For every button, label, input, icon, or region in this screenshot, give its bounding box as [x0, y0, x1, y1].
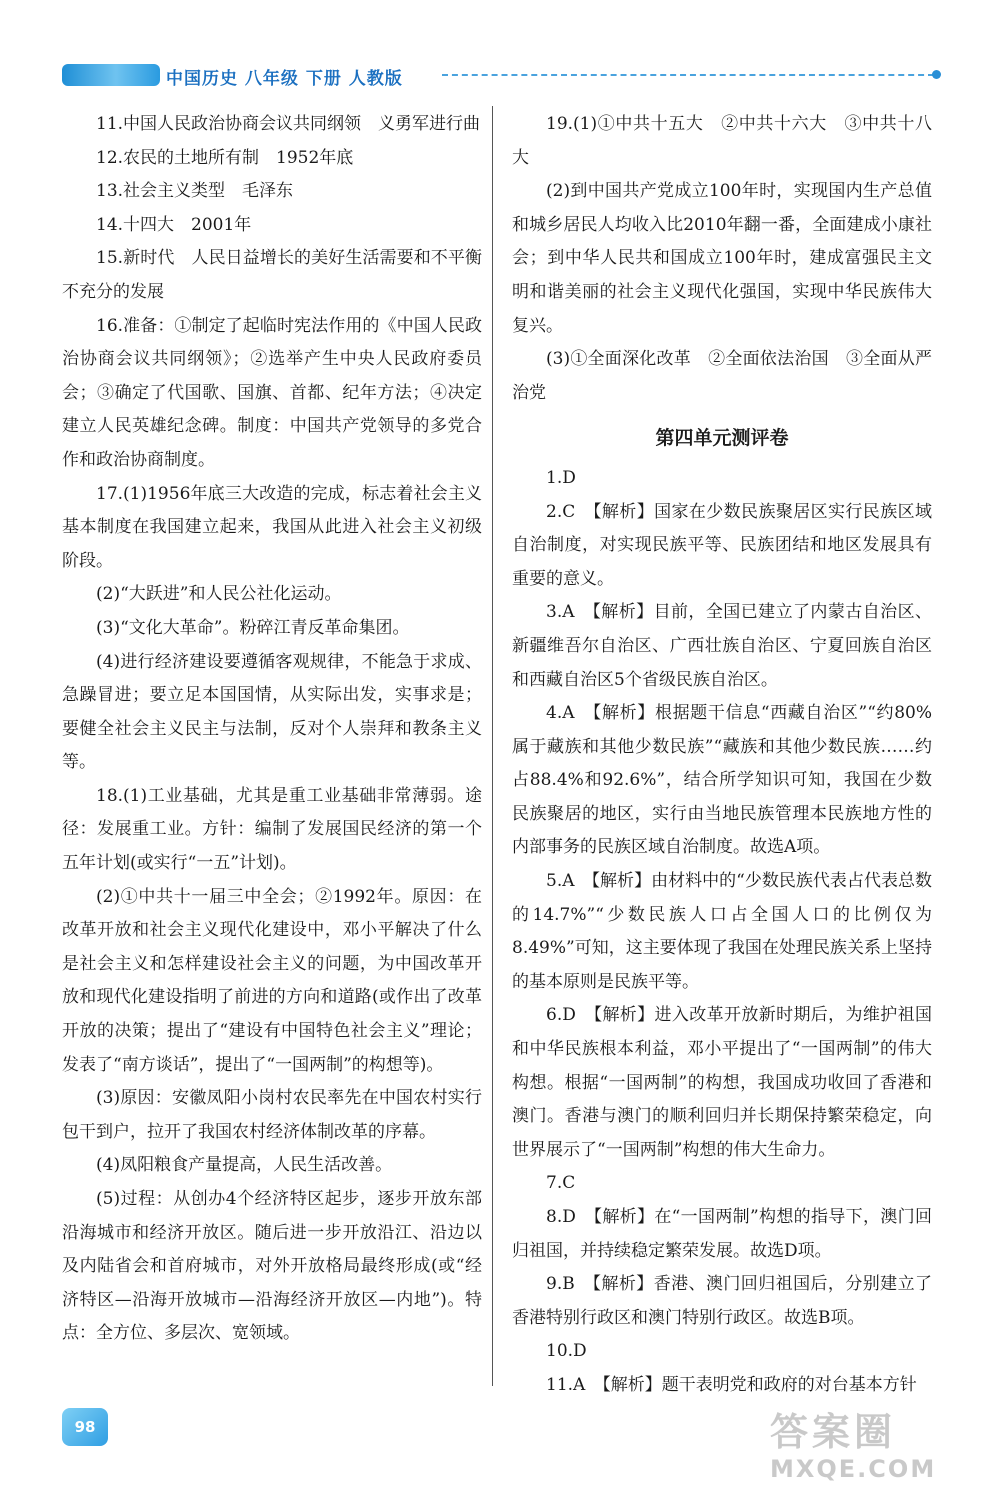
answer-paragraph: 2.C 【解析】国家在少数民族聚居区实行民族区域自治制度，对实现民族平等、民族团结和地区发展具有重要的意义。 [512, 501, 932, 589]
column-divider [492, 106, 493, 1386]
header-dot-icon [932, 70, 941, 79]
watermark-logo [770, 1410, 980, 1490]
answer-paragraph: (4)进行经济建设要遵循客观规律，不能急于求成、急躁冒进；要立足本国国情，从实际出发，实事求是；要健全社会主义民主与法制，反对个人崇拜和教条主义等。 [62, 651, 482, 773]
header-badge [62, 64, 160, 86]
answer-paragraph: (2)①中共十一届三中全会；②1992年。原因：在改革开放和社会主义现代化建设中，邓小平解决了什么是社会主义和怎样建设社会主义的问题，为中国改革开放和现代化建设指明了前进的方向和道路(或作出了改革开放的决策；提出了“建设有中国特色社会主义”理论；发表了“南方谈话”，提出了“一国两制”的构想等)。 [62, 886, 482, 1075]
answer-paragraph: 4.A 【解析】根据题干信息“西藏自治区”“约80%属于藏族和其他少数民族”“藏族和其他少数民族……约占88.4%和92.6%”，结合所学知识可知，我国在少数民族聚居的地区，实行由当地民族管理本民族地方性的内部事务的民族区域自治制度。故选A项。 [512, 703, 932, 858]
answer-paragraph: 7.C [546, 1173, 576, 1194]
answer-paragraph: (2)“大跃进”和人民公社化运动。 [96, 584, 342, 605]
answer-paragraph: (3)“文化大革命”。粉碎江青反革命集团。 [96, 617, 410, 638]
watermark-bottom-text: MXQE.COM [770, 1455, 937, 1483]
section-title: 第四单元测评卷 [655, 427, 789, 450]
answer-paragraph: 5.A 【解析】由材料中的“少数民族代表占代表总数的14.7%”“少数民族人口占全国人口的比例仅为8.49%”可知，这主要体现了我国在处理民族关系上坚持的基本原则是民族平等。 [512, 871, 932, 992]
left-column [62, 108, 482, 1351]
answer-paragraph: 1.D [546, 467, 576, 488]
page-header [62, 62, 942, 90]
answer-paragraph: 3.A 【解析】目前，全国已建立了内蒙古自治区、新疆维吾尔自治区、广西壮族自治区、宁夏回族自治区和西藏自治区5个省级民族自治区。 [512, 602, 932, 690]
answer-paragraph: 10.D [546, 1341, 587, 1362]
answer-paragraph: (2)到中国共产党成立100年时，实现国内生产总值和城乡居民人均收入比2010年翻一番，全面建成小康社会；到中华人民共和国成立100年时，建成富强民主文明和谐美丽的社会主义现代化强国，实现中华民族伟大复兴。 [512, 181, 932, 336]
answer-paragraph: 18.(1)工业基础，尤其是重工业基础非常薄弱。途径：发展重工业。方针：编制了发展国民经济的第一个五年计划(或实行“一五”计划)。 [62, 785, 482, 874]
page-number: 98 [62, 1408, 108, 1446]
right-column [512, 108, 932, 1403]
answer-paragraph: 12.农民的土地所有制 1952年底 [96, 147, 354, 168]
answer-paragraph: 6.D 【解析】进入改革开放新时期后，为维护祖国和中华民族根本利益，邓小平提出了“一国两制”的伟大构想。根据“一国两制”的构想，我国成功收回了香港和澳门。香港与澳门的顺利回归并长期保持繁荣稳定，向世界展示了“一国两制”构想的伟大生命力。 [512, 1005, 932, 1160]
answer-paragraph: 14.十四大 2001年 [96, 214, 252, 235]
answer-paragraph: 9.B 【解析】香港、澳门回归祖国后，分别建立了香港特别行政区和澳门特别行政区。故选B项。 [512, 1274, 932, 1328]
header-title: 中国历史 八年级 下册 人教版 [166, 69, 403, 89]
answer-paragraph: 8.D 【解析】在“一国两制”构想的指导下，澳门回归祖国，并持续稳定繁荣发展。故选D项。 [512, 1207, 932, 1261]
answer-paragraph: (4)凤阳粮食产量提高，人民生活改善。 [96, 1155, 393, 1176]
answer-paragraph: 11.A 【解析】题干表明党和政府的对台基本方针 [546, 1374, 917, 1395]
header-dashed-line [442, 74, 934, 76]
answer-paragraph: (3)原因：安徽凤阳小岗村农民率先在中国农村实行包干到户，拉开了我国农村经济体制改革的序幕。 [62, 1088, 482, 1142]
answer-paragraph: 11.中国人民政治协商会议共同纲领 义勇军进行曲 [96, 114, 481, 134]
answer-paragraph: (5)过程：从创办4个经济特区起步，逐步开放东部沿海城市和经济开放区。随后进一步开放沿江、沿边以及内陆省会和首府城市，对外开放格局最终形成(或“经济特区—沿海开放城市—沿海经济开放区—内地”)。特点：全方位、多层次、宽领域。 [62, 1189, 482, 1344]
answer-paragraph: 17.(1)1956年底三大改造的完成，标志着社会主义基本制度在我国建立起来，我国从此进入社会主义初级阶段。 [62, 483, 482, 571]
watermark-top-text: 答案圈 [770, 1410, 897, 1454]
answer-paragraph: 16.准备：①制定了起临时宪法作用的《中国人民政治协商会议共同纲领》；②选举产生中央人民政府委员会；③确定了代国歌、国旗、首都、纪年方法；④决定建立人民英雄纪念碑。制度：中国共产党领导的多党合作和政治协商制度。 [62, 315, 482, 470]
answer-paragraph: 15.新时代 人民日益增长的美好生活需要和不平衡不充分的发展 [62, 248, 482, 302]
answer-paragraph: 13.社会主义类型 毛泽东 [96, 181, 294, 202]
answer-paragraph: (3)①全面深化改革 ②全面依法治国 ③全面从严治党 [512, 349, 932, 403]
answer-paragraph: 19.(1)①中共十五大 ②中共十六大 ③中共十八大 [512, 114, 932, 168]
